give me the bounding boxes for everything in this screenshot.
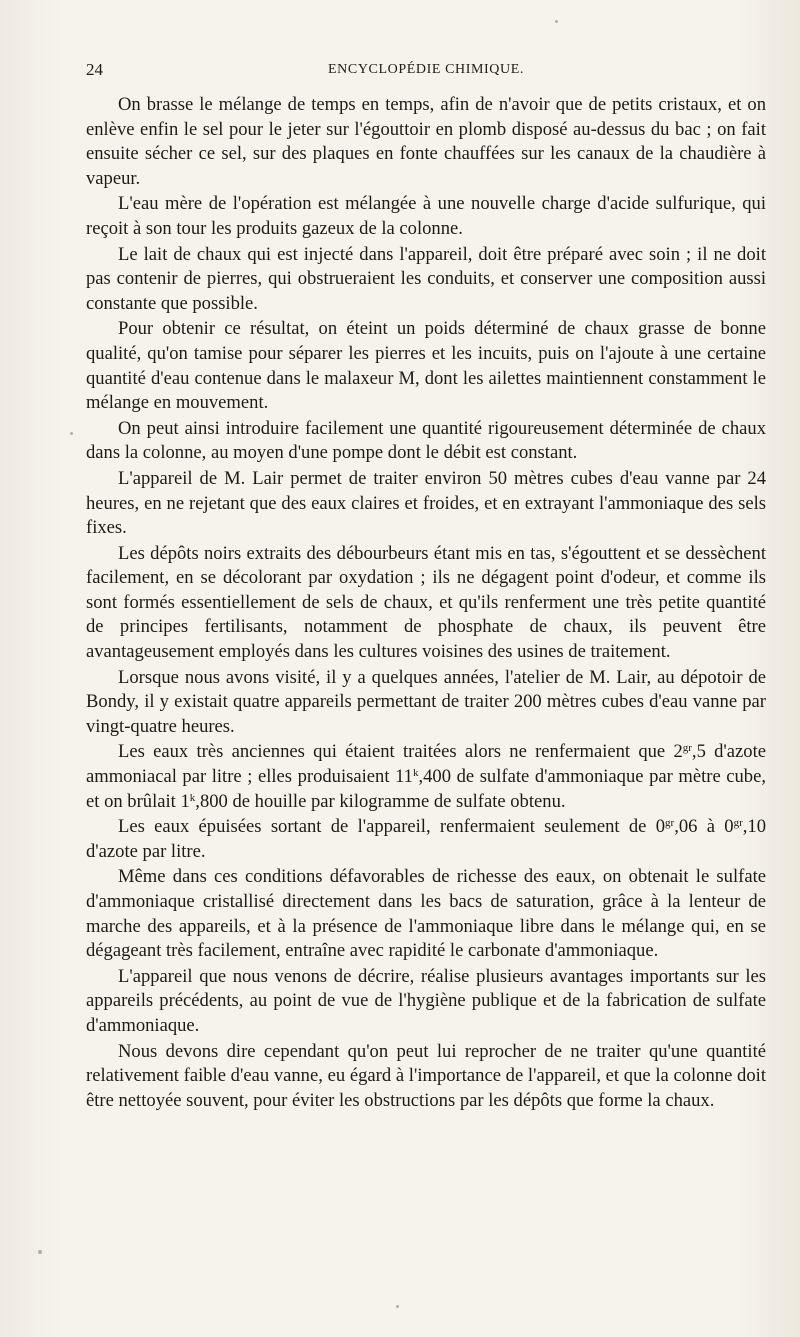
paragraph: Lorsque nous avons visité, il y a quelques années, l'atelier de M. Lair, au dépotoir de Bondy, il y existait quatre appareils permettant de traiter 200 mètres cubes d'eau vanne par vingt-quatre heures. — [86, 666, 766, 737]
paragraph: On brasse le mélange de temps en temps, afin de n'avoir que de petits cristaux, et on enlève enfin le sel pour le jeter sur l'égouttoir en plomb disposé au-dessus du bac ; on fait ensuite sécher ce sel, sur des plaques en fonte chauffées sur les canaux de la chaudière à vapeur. — [86, 94, 766, 189]
paragraph: L'appareil que nous venons de décrire, réalise plusieurs avantages importants sur les appareils précédents, au point de vue de l'hygiène publique et de la fabrication de sulfate d'ammoniaque. — [86, 965, 766, 1036]
paper-speck — [555, 20, 558, 23]
paragraph: Les dépôts noirs extraits des débourbeurs étant mis en tas, s'égouttent et se dessèchent facilement, en se décolorant par oxydation ; ils ne dégagent point d'odeur, et comme ils sont formés essentiellement de sels de chaux, et qu'ils renferment une très petite quantité de principes fertilisants, notamment de phosphate de chaux, ils peuvent être avantageusement employés dans les cultures voisines des usines de traitement. — [86, 542, 766, 663]
page-number: 24 — [86, 60, 103, 79]
paper-speck — [70, 432, 73, 435]
paragraph: On peut ainsi introduire facilement une quantité rigoureusement déterminée de chaux dans la colonne, au moyen d'une pompe dont le débit est constant. — [86, 417, 766, 464]
paragraph: L'appareil de M. Lair permet de traiter environ 50 mètres cubes d'eau vanne par 24 heures, en ne rejetant que des eaux claires et froides, et en extrayant l'ammoniaque des sels fixes. — [86, 467, 766, 539]
running-title: ENCYCLOPÉDIE CHIMIQUE. — [328, 62, 524, 77]
paper-speck — [38, 1250, 42, 1254]
paragraph-spent-water: Les eaux épuisées sortant de l'appareil, renfermaient seulement de $0^{gr},06$ à $0^{gr},10$ d'azote par litre. — [86, 816, 766, 862]
paragraph: Le lait de chaux qui est injecté dans l'appareil, doit être préparé avec soin ; il ne doit pas contenir de pierres, qui obstrueraient les conduits, et conserver une composition aussi constante que possible. — [86, 243, 766, 314]
paragraph: L'eau mère de l'opération est mélangée à une nouvelle charge d'acide sulfurique, qui reçoit à son tour les produits gazeux de la colonne. — [86, 193, 766, 239]
paragraph: Nous devons dire cependant qu'on peut lui reprocher de ne traiter qu'une quantité relativement faible d'eau vanne, eu égard à l'importance de l'appareil, et que la colonne doit être nettoyée souvent, pour éviter les obstructions par les dépôts que forme la chaux. — [86, 1040, 766, 1111]
page-header — [86, 60, 766, 84]
paragraph: Même dans ces conditions défavorables de richesse des eaux, on obtenait le sulfate d'ammoniaque cristallisé directement dans les bacs de saturation, grâce à la lenteur de marche des appareils, et à la présence de l'ammoniaque libre dans le mélange qui, en se dégageant très facilement, entraîne avec rapidité le carbonate d'ammoniaque. — [86, 866, 766, 962]
paragraph: Pour obtenir ce résultat, on éteint un poids déterminé de chaux grasse de bonne qualité, qu'on tamise pour séparer les pierres et les incuits, puis on l'ajoute à une certaine quantité d'eau contenue dans le malaxeur M, dont les ailettes maintiennent constamment le mélange en mouvement. — [86, 318, 766, 414]
paragraph-ammonia-yield: Les eaux très anciennes qui étaient traitées alors ne renfermaient que $2^{gr},5$ d'azote ammoniacal par litre ; elles produisaient 11$^k$,400 de sulfate d'ammoniaque par mètre cube, et on brûlait 1$^k$,800 de houille par kilogramme de sulfate obtenu. — [86, 741, 767, 812]
body-text — [86, 93, 766, 1113]
paper-speck — [396, 1305, 399, 1308]
